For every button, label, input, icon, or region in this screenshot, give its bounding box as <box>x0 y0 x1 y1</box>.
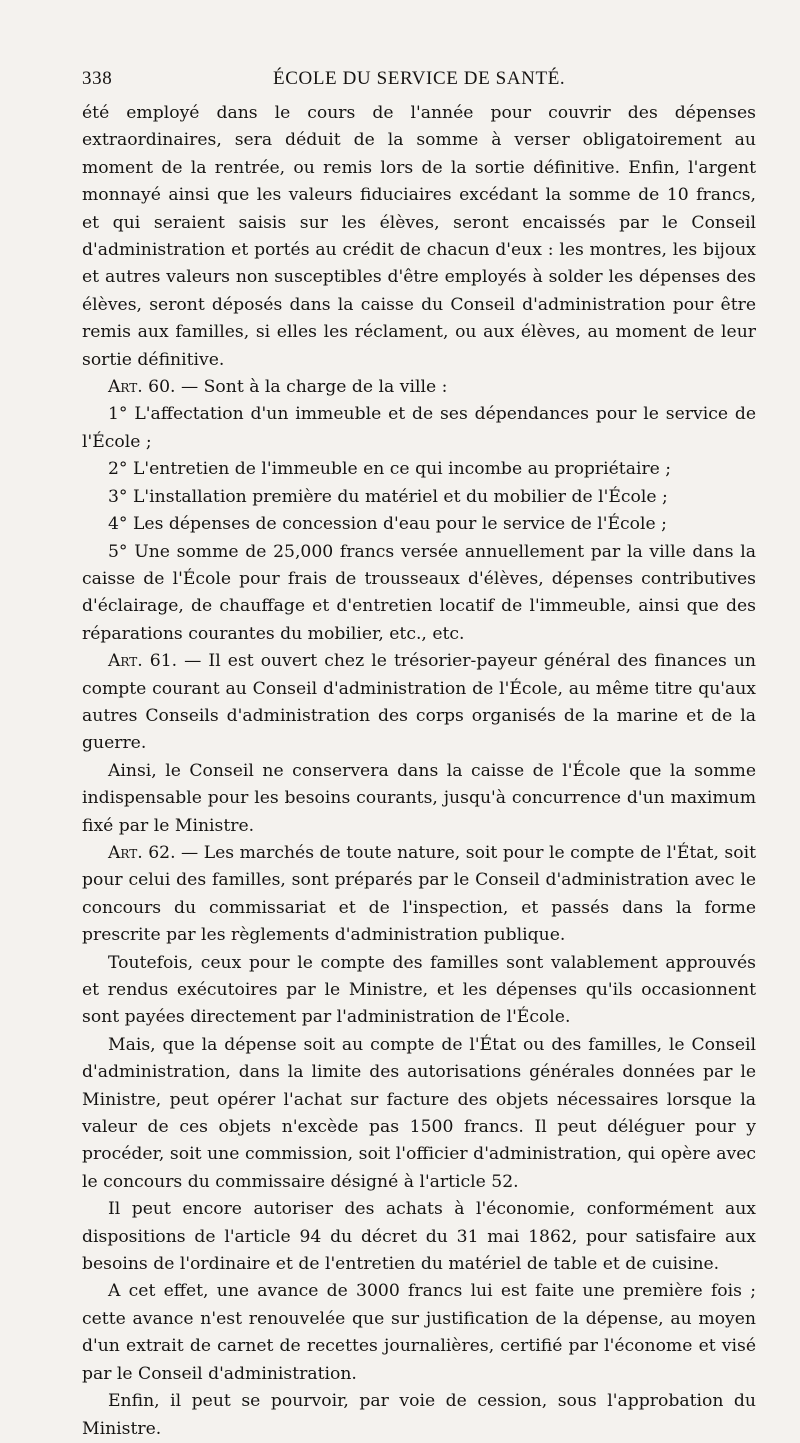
list-item: 1° L'affectation d'un immeuble et de ses dépendances pour le service de l'École ; <box>82 404 756 452</box>
paragraph: Toutefois, ceux pour le compte des familles sont valablement approuvés et rendus exécutoires par le Ministre, et les dépenses qu'ils occasionnent sont payées directement par l'administration de l'École. <box>82 952 756 1028</box>
list-item: 3° L'installation première du matériel et du mobilier de l'École ; <box>108 486 668 507</box>
page-header <box>82 68 756 90</box>
article-62-paragraph: Art. 62. — Les marchés de toute nature, soit pour le compte de l'État, soit pour celui des familles, sont préparés par le Conseil d'administration avec le concours du commissariat et de l'inspection, et passés dans la forme prescrite par les règlements d'administration publique. <box>82 842 756 946</box>
paragraph: Il peut encore autoriser des achats à l'économie, conformément aux dispositions de l'article 94 du décret du 31 mai 1862, pour satisfaire aux besoins de l'ordinaire et de l'entretien du matériel de table et de cuisine. <box>82 1199 756 1275</box>
list-item: 4° Les dépenses de concession d'eau pour le service de l'École ; <box>108 514 667 535</box>
paragraph: Enfin, il peut se pourvoir, par voie de cession, sous l'approbation du Ministre. <box>82 1391 756 1439</box>
page-number: 338 <box>82 68 113 89</box>
paragraph: A cet effet, une avance de 3000 francs lui est faite une première fois ; cette avance n'est renouvelée que sur justification de la dépense, au moyen d'un extrait de carnet de recettes journalières, certifié par l'économe et visé par le Conseil d'administration. <box>82 1281 756 1384</box>
article-number: Art. 61. <box>108 651 178 672</box>
article-60-paragraph: Art. 60. — Sont à la charge de la ville : <box>108 377 448 398</box>
body-text <box>82 100 756 1443</box>
list-item: 2° L'entretien de l'immeuble en ce qui incombe au propriétaire ; <box>108 459 672 480</box>
article-number: Art. 62. <box>108 842 176 863</box>
article-number: Art. 60. <box>108 377 176 398</box>
running-title: ÉCOLE DU SERVICE DE SANTÉ. <box>273 68 566 89</box>
list-item: 5° Une somme de 25,000 francs versée annuellement par la ville dans la caisse de l'École pour frais de trousseaux d'élèves, dépenses contributives d'éclairage, de chauffage et d'entretien locatif de l'immeuble, ainsi que des réparations courantes du mobilier, etc., etc. <box>82 541 756 644</box>
paragraph: Mais, que la dépense soit au compte de l'État ou des familles, le Conseil d'administration, dans la limite des autorisations générales données par le Ministre, peut opérer l'achat sur facture des objets nécessaires lorsque la valeur de ces objets n'excède pas 1500 francs. Il peut déléguer pour y procéder, soit une commission, soit l'officier d'administration, qui opère avec le concours du commissaire désigné à l'article 52. <box>82 1034 756 1192</box>
article-61-paragraph: Art. 61. — Il est ouvert chez le trésorier-payeur général des finances un compte courant au Conseil d'administration de l'École, au même titre qu'aux autres Conseils d'administration des corps organisés de la marine et de la guerre. <box>82 651 756 754</box>
paragraph: été employé dans le cours de l'année pour couvrir des dépenses extraordinaires, sera déduit de la somme à verser obligatoirement au moment de la rentrée, ou remis lors de la sortie définitive. Enfin, l'argent monnayé ainsi que les valeurs fiduciaires excédant la somme de 10 francs, et qui seraient saisis sur les élèves, seront encaissés par le Conseil d'administration et portés au crédit de chacun d'eux : les montres, les bijoux et autres valeurs non susceptibles d'être employés à solder les dépenses des élèves, seront déposés dans la caisse du Conseil d'administration pour être remis aux familles, si elles les réclament, ou aux élèves, au moment de leur sortie définitive. <box>82 103 756 370</box>
paragraph: Ainsi, le Conseil ne conservera dans la caisse de l'École que la somme indispensable pour les besoins courants, jusqu'à concurrence d'un maximum fixé par le Ministre. <box>82 760 756 836</box>
